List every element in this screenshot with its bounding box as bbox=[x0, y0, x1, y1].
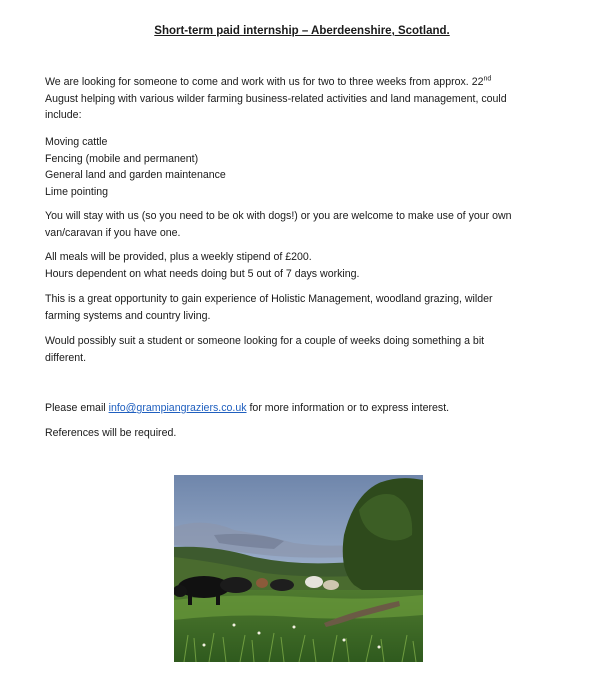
intro-line-3: include: bbox=[45, 109, 82, 121]
list-item: Fencing (mobile and permanent) bbox=[45, 152, 199, 165]
email-link[interactable]: info@grampiangraziers.co.uk bbox=[108, 402, 247, 414]
list-item: General land and garden maintenance bbox=[45, 169, 226, 181]
black-cow bbox=[220, 577, 252, 593]
list-item: Lime pointing bbox=[45, 185, 109, 198]
references-paragraph bbox=[45, 425, 565, 442]
opportunity-line-1: This is a great opportunity to gain experience of Holistic Management, woodland grazing, wilder bbox=[45, 293, 493, 305]
suit-paragraph bbox=[45, 333, 565, 366]
list-item: Moving cattle bbox=[45, 136, 108, 148]
meals-paragraph bbox=[45, 249, 565, 282]
suit-line-1: Would possibly suit a student or someone looking for a couple of weeks doing something a bit bbox=[45, 335, 485, 347]
distant-cow bbox=[270, 579, 294, 591]
brown-cow bbox=[256, 578, 268, 588]
references-text: References will be required. bbox=[45, 427, 177, 439]
stay-line-2: van/caravan if you have one. bbox=[45, 226, 181, 239]
opportunity-paragraph bbox=[45, 291, 565, 324]
black-cow-leg bbox=[216, 593, 220, 605]
page-title: Short-term paid internship – Aberdeenshire, Scotland. bbox=[154, 25, 450, 37]
intro-paragraph bbox=[45, 74, 565, 124]
intro-line-1: We are looking for someone to come and work with us for two to three weeks from approx. 22 bbox=[45, 76, 484, 88]
white-cow bbox=[305, 576, 323, 588]
contact-prefix: Please email bbox=[45, 402, 109, 414]
stay-line-1: You will stay with us (so you need to be ok with dogs!) or you are welcome to make use of your own bbox=[45, 210, 512, 222]
activities-list bbox=[45, 134, 565, 200]
contact-paragraph bbox=[45, 400, 565, 417]
opportunity-line-2: farming systems and country living. bbox=[45, 309, 211, 322]
cream-cow bbox=[323, 580, 339, 590]
black-cow-leg bbox=[188, 593, 192, 605]
meals-line-1: All meals will be provided, plus a weekly stipend of £200. bbox=[45, 251, 312, 263]
suit-line-2: different. bbox=[45, 351, 87, 364]
meals-line-2: Hours dependent on what needs doing but 5 out of 7 days working. bbox=[45, 267, 360, 280]
cattle-grazing-photo bbox=[174, 475, 423, 662]
intro-superscript: nd bbox=[483, 75, 492, 83]
contact-suffix: for more information or to express interest. bbox=[246, 402, 450, 414]
intro-line-2: August helping with various wilder farming business-related activities and land management, could bbox=[45, 92, 507, 105]
stay-paragraph bbox=[45, 208, 565, 241]
